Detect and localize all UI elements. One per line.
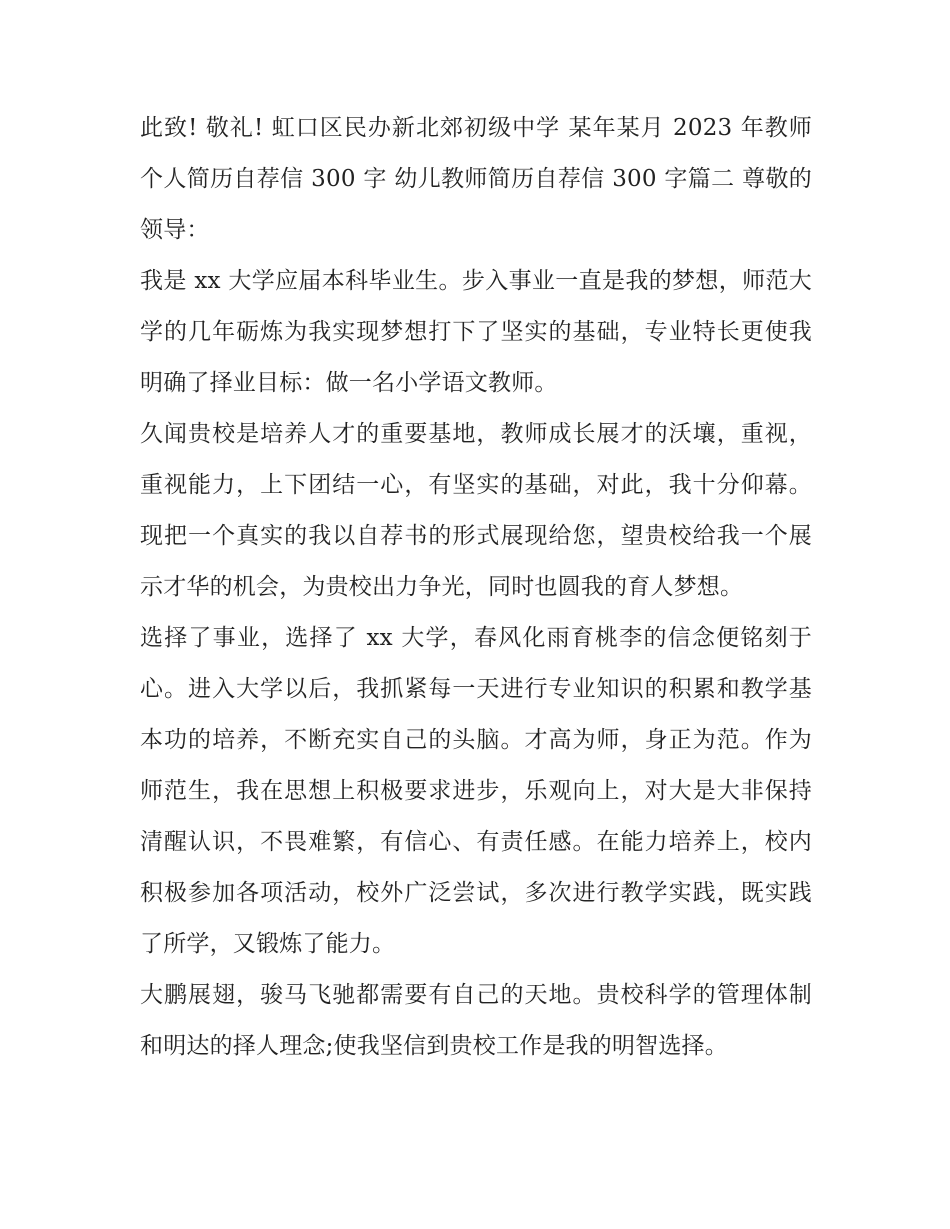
paragraph-school-admiration: 久闻贵校是培养人才的重要基地，教师成长展才的沃壤，重视，重视能力，上下团结一心，有坚实的基础，对此，我十分仰幕。现把一个真实的我以自荐书的形式展现给您，望贵校给我一个展示才华的机会，为贵校出力争光，同时也圆我的育人梦想。 [140,421,812,600]
paragraph-closing-choice: 大鹏展翅，骏马飞驰都需要有自己的天地。贵校科学的管理体制和明达的择人理念;使我坚信到贵校工作是我的明智选择。 [140,982,812,1059]
paragraph-opening: 此致! 敬礼! 虹口区民办新北郊初级中学 某年某月 2023 年教师个人简历自荐信 300 字 幼儿教师简历自荐信 300 字篇二 尊敬的领导： [140,115,812,243]
paragraph-university-experience: 选择了事业，选择了 xx 大学，春风化雨育桃李的信念便铭刻于心。进入大学以后，我抓紧每一天进行专业知识的积累和教学基本功的培养，不断充实自己的头脑。才高为师，身正为范。作为师范生，我在思想上积极要求进步，乐观向上，对大是大非保持清醒认识，不畏难繁，有信心、有责任感。在能力培养上，校内积极参加各项活动，校外广泛尝试，多次进行教学实践，既实践了所学，又锻炼了能力。 [140,625,812,957]
paragraph-introduction: 我是 xx 大学应届本科毕业生。步入事业一直是我的梦想，师范大学的几年砺炼为我实现梦想打下了坚实的基础，专业特长更使我明确了择业目标：做一名小学语文教师。 [140,268,812,396]
document-body [140,103,812,1072]
